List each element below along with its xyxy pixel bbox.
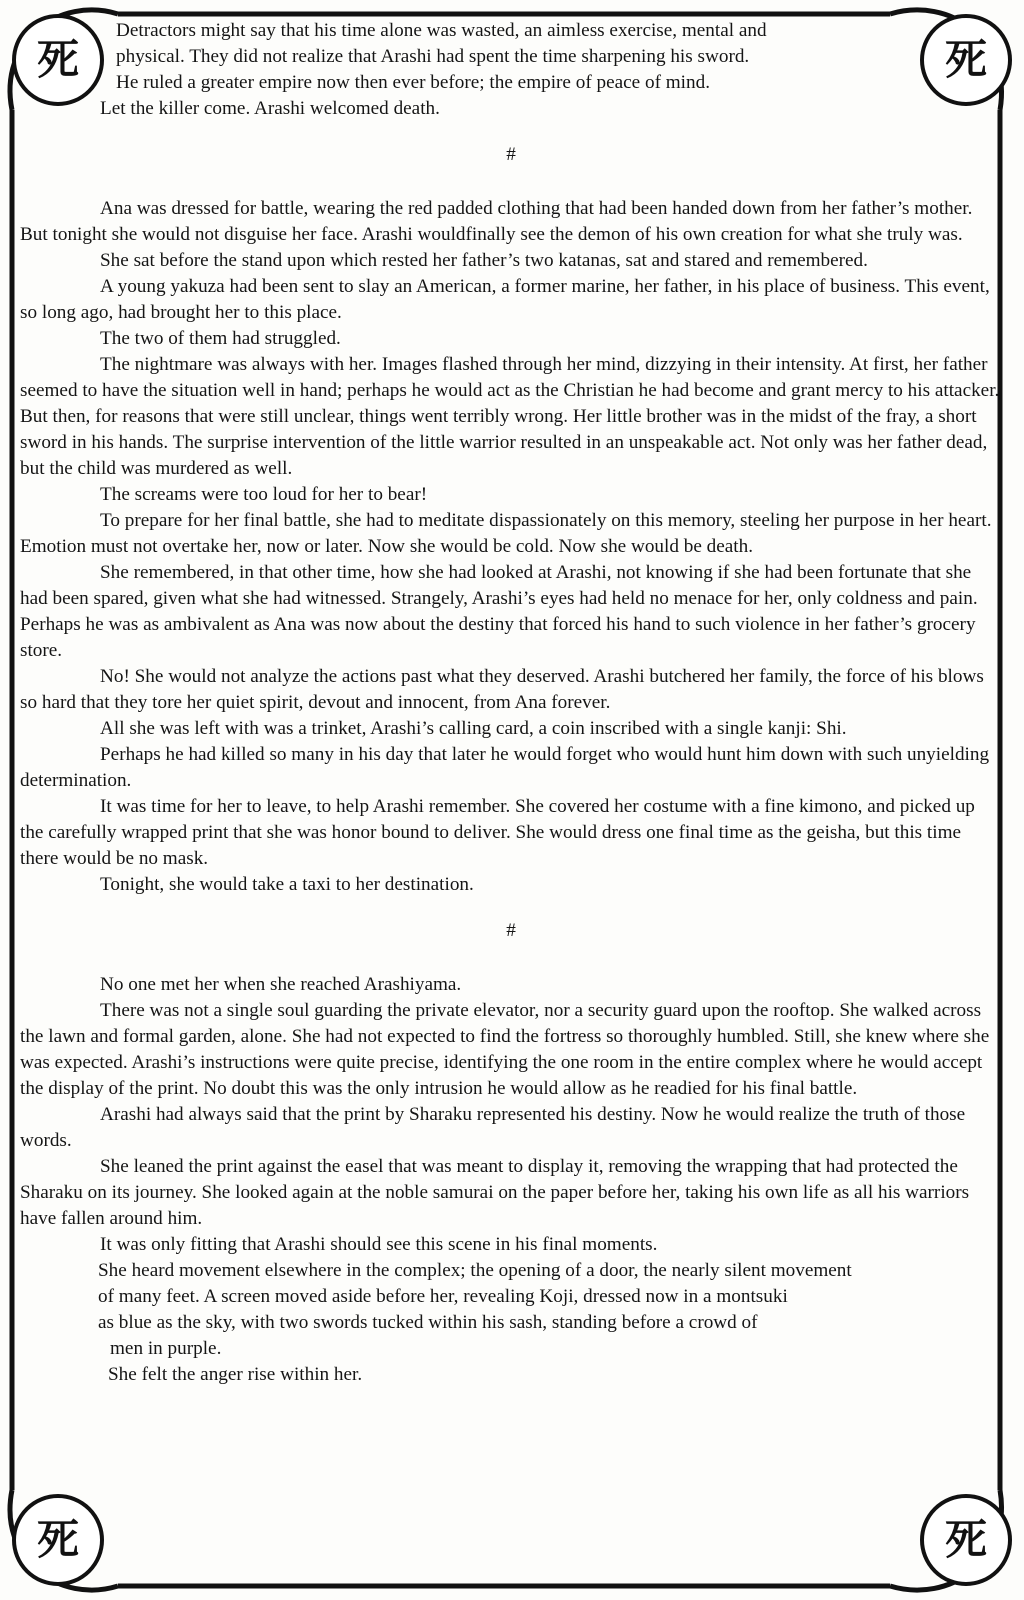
paragraph: No one met her when she reached Arashiyama. <box>100 974 462 995</box>
paragraph: All she was left with was a trinket, Arashi’s calling card, a coin inscribed with a single kanji: Shi. <box>100 718 847 739</box>
text-line: Detractors might say that his time alone was wasted, an aimless exercise, mental and <box>116 20 767 41</box>
text-line: physical. They did not realize that Arashi had spent the time sharpening his sword. <box>116 46 750 67</box>
kanji-corner-bottom-right: 死 <box>944 1515 987 1564</box>
text-line: men in purple. <box>110 1338 222 1359</box>
paragraph: Perhaps he had killed so many in his day that later he would forget who would hunt him down with such unyielding determination. <box>20 744 990 791</box>
paragraph: The nightmare was always with her. Images flashed through her mind, dizzying in their intensity. At first, her father seemed to have the situation well in hand; perhaps he would act as the Christian he had become and grant mercy to his attacker. But then, for reasons that were still unclear, things went terribly wrong. Her little brother was in the midst of the fray, a short sword in his hands. The surprise intervention of the little warrior resulted in an unspeakable act. Not only was her father dead, but the child was murdered as well. <box>20 354 1000 479</box>
paragraph: Ana was dressed for battle, wearing the red padded clothing that had been handed down from her father’s mother. But tonight she would not disguise her face. Arashi wouldfinally see the demon of his own creation for what she truly was. <box>20 198 973 245</box>
text-line: of many feet. A screen moved aside before her, revealing Koji, dressed now in a montsuki <box>98 1286 788 1307</box>
paragraph: There was not a single soul guarding the private elevator, nor a security guard upon the rooftop. She walked across the lawn and formal garden, alone. She had not expected to find the fortress so thoroughly humbled. Still, she knew where she was expected. Arashi’s instructions were quite precise, identifying the one room in the entire complex where he would accept the display of the print. No doubt this was the only intrusion he would allow as he readied for his final battle. <box>20 1000 990 1099</box>
paragraph: No! She would not analyze the actions past what they deserved. Arashi butchered her family, the force of his blows so hard that they tore her quiet spirit, devout and innocent, from Ana forever. <box>20 666 984 713</box>
paragraph: She sat before the stand upon which rested her father’s two katanas, sat and stared and remembered. <box>100 250 868 271</box>
section-separator: # <box>506 920 516 941</box>
paragraph: Arashi had always said that the print by Sharaku represented his destiny. Now he would realize the truth of those words. <box>20 1104 966 1151</box>
text-line: Let the killer come. Arashi welcomed death. <box>100 98 440 119</box>
paragraph: A young yakuza had been sent to slay an American, a former marine, her father, in his place of business. This event, so long ago, had brought her to this place. <box>20 276 990 323</box>
paragraph: It was only fitting that Arashi should see this scene in his final moments. <box>100 1234 658 1255</box>
text-line: as blue as the sky, with two swords tucked within his sash, standing before a crowd of <box>98 1312 758 1333</box>
paragraph: It was time for her to leave, to help Arashi remember. She covered her costume with a fine kimono, and picked up the carefully wrapped print that she was honor bound to deliver. She would dress one final time as the geisha, but this time there would be no mask. <box>20 796 975 869</box>
section-ana-prepares <box>20 196 1002 898</box>
opening-lines <box>20 18 1002 122</box>
paragraph: She remembered, in that other time, how she had looked at Arashi, not knowing if she had been fortunate that she had been spared, given what she had witnessed. Strangely, Arashi’s eyes had held no menace for her, only coldness and pain. Perhaps he was as ambivalent as Ana was now about the destiny that forced his hand to such violence in her father’s grocery store. <box>20 562 978 661</box>
kanji-corner-bottom-left: 死 <box>36 1515 79 1564</box>
text-line: She heard movement elsewhere in the complex; the opening of a door, the nearly silent movement <box>98 1260 852 1281</box>
kanji-corner-top-left: 死 <box>36 35 79 84</box>
story-text <box>20 18 1002 1388</box>
paragraph: She leaned the print against the easel that was meant to display it, removing the wrapping that had protected the Sharaku on its journey. She looked again at the noble samurai on the paper before her, taking his own life as all his warriors have fallen around him. <box>20 1156 970 1229</box>
paragraph: To prepare for her final battle, she had to meditate dispassionately on this memory, steeling her purpose in her heart. Emotion must not overtake her, now or later. Now she would be cold. Now she would be death. <box>20 510 992 557</box>
text-line: He ruled a greater empire now then ever before; the empire of peace of mind. <box>116 72 710 93</box>
paragraph: The screams were too loud for her to bear! <box>100 484 428 505</box>
paragraph: The two of them had struggled. <box>100 328 341 349</box>
paragraph: Tonight, she would take a taxi to her destination. <box>100 874 474 895</box>
section-arashiyama <box>20 972 1002 1388</box>
section-separator: # <box>506 144 516 165</box>
text-line: She felt the anger rise within her. <box>108 1364 363 1385</box>
kanji-corner-top-right: 死 <box>944 35 987 84</box>
